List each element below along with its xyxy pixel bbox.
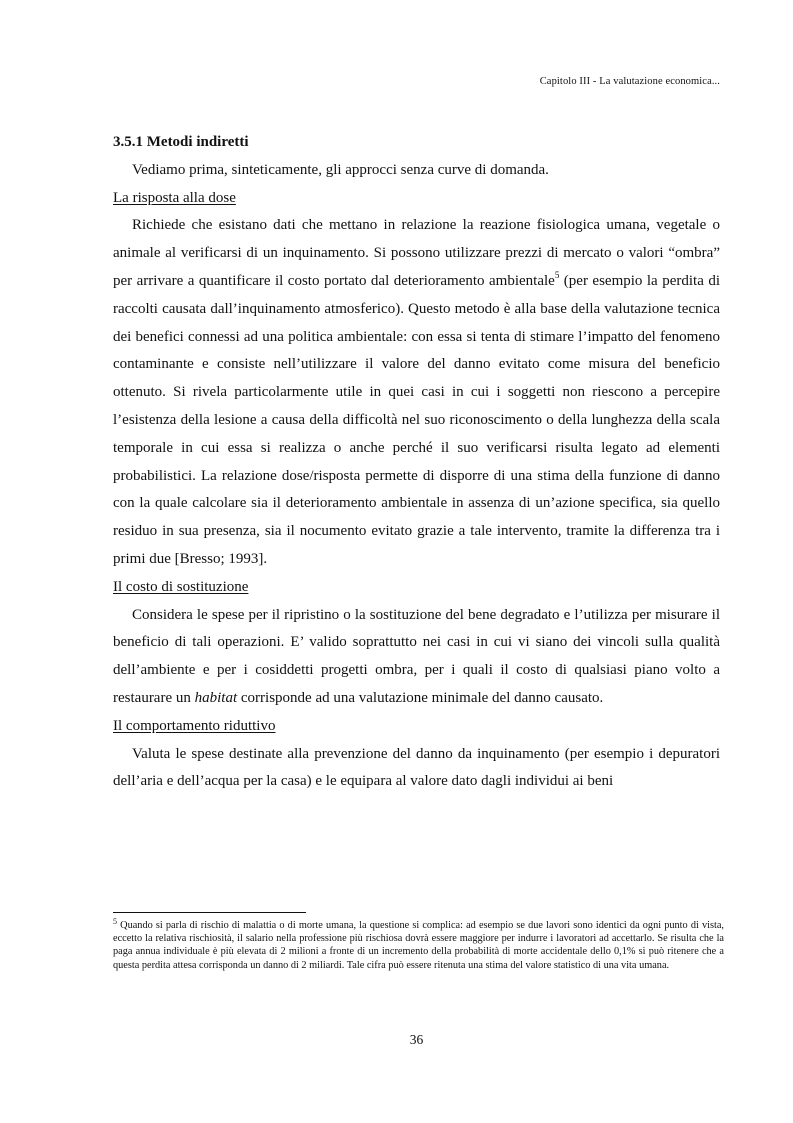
subheading-replacement-cost: Il costo di sostituzione — [113, 578, 249, 595]
intro-paragraph: Vediamo prima, sinteticamente, gli approcci senza curve di domanda. — [132, 161, 549, 178]
dose-response-text-part-1: Richiede che esistano dati che mettano in relazione la reazione fisiologica umana, vegetale o animale al verificarsi di un inquinamento. Si possono utilizzare prezzi di mercato o valori “ombra” per arrivare a quantificare il costo portato dal deterioramento ambientale — [113, 217, 720, 289]
page-number: 36 — [409, 1032, 424, 1047]
footnote — [113, 919, 724, 972]
replacement-cost-text-part-1: Considera le spese per il ripristino o la sostituzione del bene degradato e l’utilizza per misurare il beneficio di tali operazioni. E’ valido soprattutto nei casi in cui vi siano dei vincoli sulla qualità dell’ambiente e per i cosiddetti progetti ombra, per i quali il costo di qualsiasi piano volto a restaurare un — [113, 606, 720, 706]
running-header: Capitolo III - La valutazione economica... — [539, 76, 720, 87]
paragraph-replacement-cost — [113, 602, 720, 713]
paragraph-dose-response — [113, 212, 720, 573]
footnote-number: 5 — [113, 917, 117, 926]
footnote-text: Quando si parla di rischio di malattia o di morte umana, la questione si complica: ad esempio se due lavori sono identici da ogni punto di vista, eccetto la relativa rischiosità, il salario nella professione più rischiosa dovrà essere maggiore per indurre i lavoratori ad accettarlo. Se risulta che la paga annua individuale è più elevata di 2 milioni a fronte di un incremento della probabilità di morte accidentale dello 0,1% si può ritenere che a questa perdita attesa corrisponda un danno di 2 miliardi. Tale cifra può essere ritenuta una stima del valore statistico di una vita umana. — [113, 920, 724, 971]
subheading-dose-response: La risposta alla dose — [113, 189, 236, 206]
dose-response-text-part-2: (per esempio la perdita di raccolti causata dall’inquinamento atmosferico). Questo metodo è alla base della valutazione tecnica dei benefici connessi ad una politica ambientale: con essa si tenta di stimare l’impatto del fenomeno contaminante e consiste nell’utilizzare il valore del danno evitato come misura del beneficio ottenuto. Si rivela particolarmente utile in quei casi in cui i soggetti non riescono a percepire l’esistenza della lesione a causa della difficoltà nel suo riconoscimento o della lunghezza della scala temporale in cui essa si realizza o anche perché il suo verificarsi risulta legato ad elementi probabilistici. La relazione dose/risposta permette di disporre di una stima della funzione di danno con la quale calcolare sia il deterioramento ambientale in assenza di un’azione specifica, sia quello residuo in sua presenza, sia il nocumento evitato grazie a tale intervento, tramite la differenza tra i primi due [Bresso; 1993]. — [113, 272, 720, 567]
italic-term: habitat — [194, 689, 238, 706]
paragraph-averting-behavior: Valuta le spese destinate alla prevenzione del danno da inquinamento (per esempio i depuratori dell’aria e dell’acqua per la casa) e le equipara al valore dato dagli individui ai beni — [113, 745, 720, 790]
body-text — [113, 129, 720, 796]
footnote-reference: 5 — [554, 269, 560, 280]
footnote-divider — [113, 912, 306, 913]
section-heading: 3.5.1 Metodi indiretti — [113, 134, 249, 150]
subheading-averting-behavior: Il comportamento riduttivo — [113, 717, 276, 734]
replacement-cost-text-part-2: corrisponde ad una valutazione minimale del danno causato. — [237, 689, 604, 706]
